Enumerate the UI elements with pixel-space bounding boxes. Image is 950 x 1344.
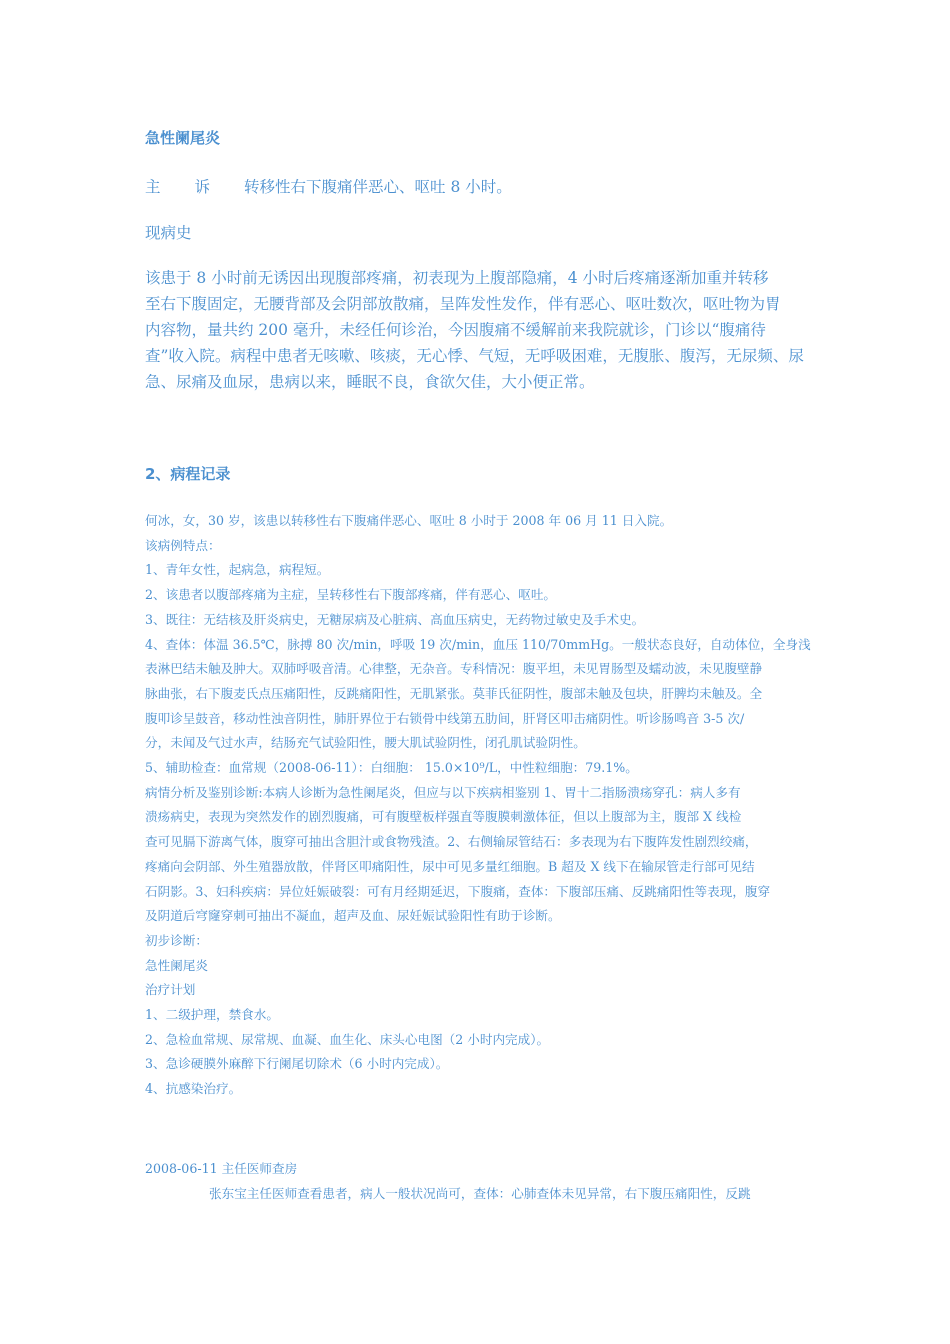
course-line: 3、既往：无结核及肝炎病史，无糖尿病及心脏病、高血压病史，无药物过敏史及手术史。 <box>145 611 645 627</box>
course-line: 何冰，女，30 岁，该患以转移性右下腹痛伴恶心、呕吐 8 小时于 2008 年 06 月 11 日入院。 <box>145 513 673 528</box>
history-paragraph <box>145 265 815 395</box>
course-line: 及阴道后穹窿穿刺可抽出不凝血，超声及血、尿妊娠试验阳性有助于诊断。 <box>145 908 561 924</box>
rounds-line: 张东宝主任医师查看患者，病人一般状况尚可，查体：心肺查体未见异常，右下腹压痛阳性，反跳 <box>209 1186 751 1201</box>
course-line: 疼痛向会阴部、外生殖器放散，伴肾区叩痛阳性，尿中可见多量红细胞。B 超及 X 线下在输尿管走行部可见结 <box>145 858 755 874</box>
chief-complaint-label-2: 诉 <box>194 178 211 196</box>
course-line: 溃疡病史，表现为突然发作的剧烈腹痛，可有腹壁板样强直等腹膜刺激体征，但以上腹部为主，腹部 X 线检 <box>145 809 742 825</box>
course-line: 4、抗感染治疗。 <box>145 1081 242 1097</box>
history-line: 查”收入院。病程中患者无咳嗽、咳痰，无心悸、气短，无呼吸困难，无腹胀、腹泻，无尿频、尿 <box>145 347 804 365</box>
course-line: 该病例特点： <box>145 537 221 553</box>
history-line: 该患于 8 小时前无诱因出现腹部疼痛，初表现为上腹部隐痛，4 小时后疼痛逐渐加重并转移 <box>145 269 769 287</box>
history-heading: 现病史 <box>145 224 192 242</box>
course-line: 分，未闻及气过水声，结肠充气试验阳性，腰大肌试验阴性，闭孔肌试验阴性。 <box>145 735 586 751</box>
history-line: 急、尿痛及血尿，患病以来，睡眠不良，食欲欠佳，大小便正常。 <box>145 373 595 391</box>
course-line: 表淋巴结未触及肿大。双肺呼吸音清。心律整，无杂音。专科情况：腹平坦，未见胃肠型及蠕动波，未见腹壁静 <box>145 661 763 677</box>
course-line: 1、二级护理，禁食水。 <box>145 1007 279 1023</box>
history-line: 内容物，量共约 200 毫升，未经任何诊治，今因腹痛不缓解前来我院就诊，门诊以“腹痛待 <box>145 321 766 339</box>
course-line: 治疗计划 <box>145 982 196 998</box>
chief-complaint <box>145 175 512 197</box>
chief-complaint-label-1: 主 <box>145 178 161 196</box>
course-line: 3、急诊硬膜外麻醉下行阑尾切除术（6 小时内完成）。 <box>145 1056 449 1072</box>
course-line: 病情分析及鉴别诊断:本病人诊断为急性阑尾炎，但应与以下疾病相鉴别 1、胃十二指肠溃疡穿孔：病人多有 <box>145 784 741 800</box>
history-line: 至右下腹固定，无腰背部及会阴部放散痛，呈阵发性发作，伴有恶心、呕吐数次，呕吐物为胃 <box>145 295 781 313</box>
course-line: 2、该患者以腹部疼痛为主症，呈转移性右下腹部疼痛，伴有恶心、呕吐。 <box>145 587 557 603</box>
course-line: 初步诊断： <box>145 932 208 948</box>
course-record <box>145 509 815 1102</box>
course-line: 4、查体：体温 36.5℃，脉搏 80 次/min，呼吸 19 次/min，血压 110/70mmHg。一般状态良好，自动体位，全身浅 <box>145 636 811 652</box>
rounds-heading: 2008-06-11 主任医师查房 <box>145 1161 298 1176</box>
course-line: 脉曲张，右下腹麦氏点压痛阳性，反跳痛阳性，无肌紧张。莫菲氏征阴性，腹部未触及包块，肝脾均未触及。全 <box>145 685 763 701</box>
course-line: 2、急检血常规、尿常规、血凝、血生化、床头心电图（2 小时内完成）。 <box>145 1031 550 1047</box>
course-line: 石阴影。3、妇科疾病：异位妊娠破裂：可有月经期延迟，下腹痛，查体：下腹部压痛、反跳痛阳性等表现，腹穿 <box>145 883 771 899</box>
chief-complaint-text: 转移性右下腹痛伴恶心、呕吐 8 小时。 <box>244 178 512 196</box>
course-line: 5、辅助检查：血常规（2008-06-11）：白细胞： 15.0×10⁹/L，中性粒细胞：79.1%。 <box>145 760 638 776</box>
course-line: 查可见膈下游离气体，腹穿可抽出含胆汁或食物残渣。2、右侧输尿管结石：多表现为右下腹阵发性剧烈绞痛， <box>145 834 758 850</box>
course-heading: 2、病程记录 <box>145 465 231 483</box>
course-line: 腹叩诊呈鼓音，移动性浊音阴性，肺肝界位于右锁骨中线第五肋间，肝肾区叩击痛阴性。听诊肠鸣音 3-5 次/ <box>145 710 745 726</box>
document-title: 急性阑尾炎 <box>145 129 221 147</box>
course-line: 急性阑尾炎 <box>145 957 208 973</box>
course-line: 1、青年女性，起病急，病程短。 <box>145 562 330 578</box>
